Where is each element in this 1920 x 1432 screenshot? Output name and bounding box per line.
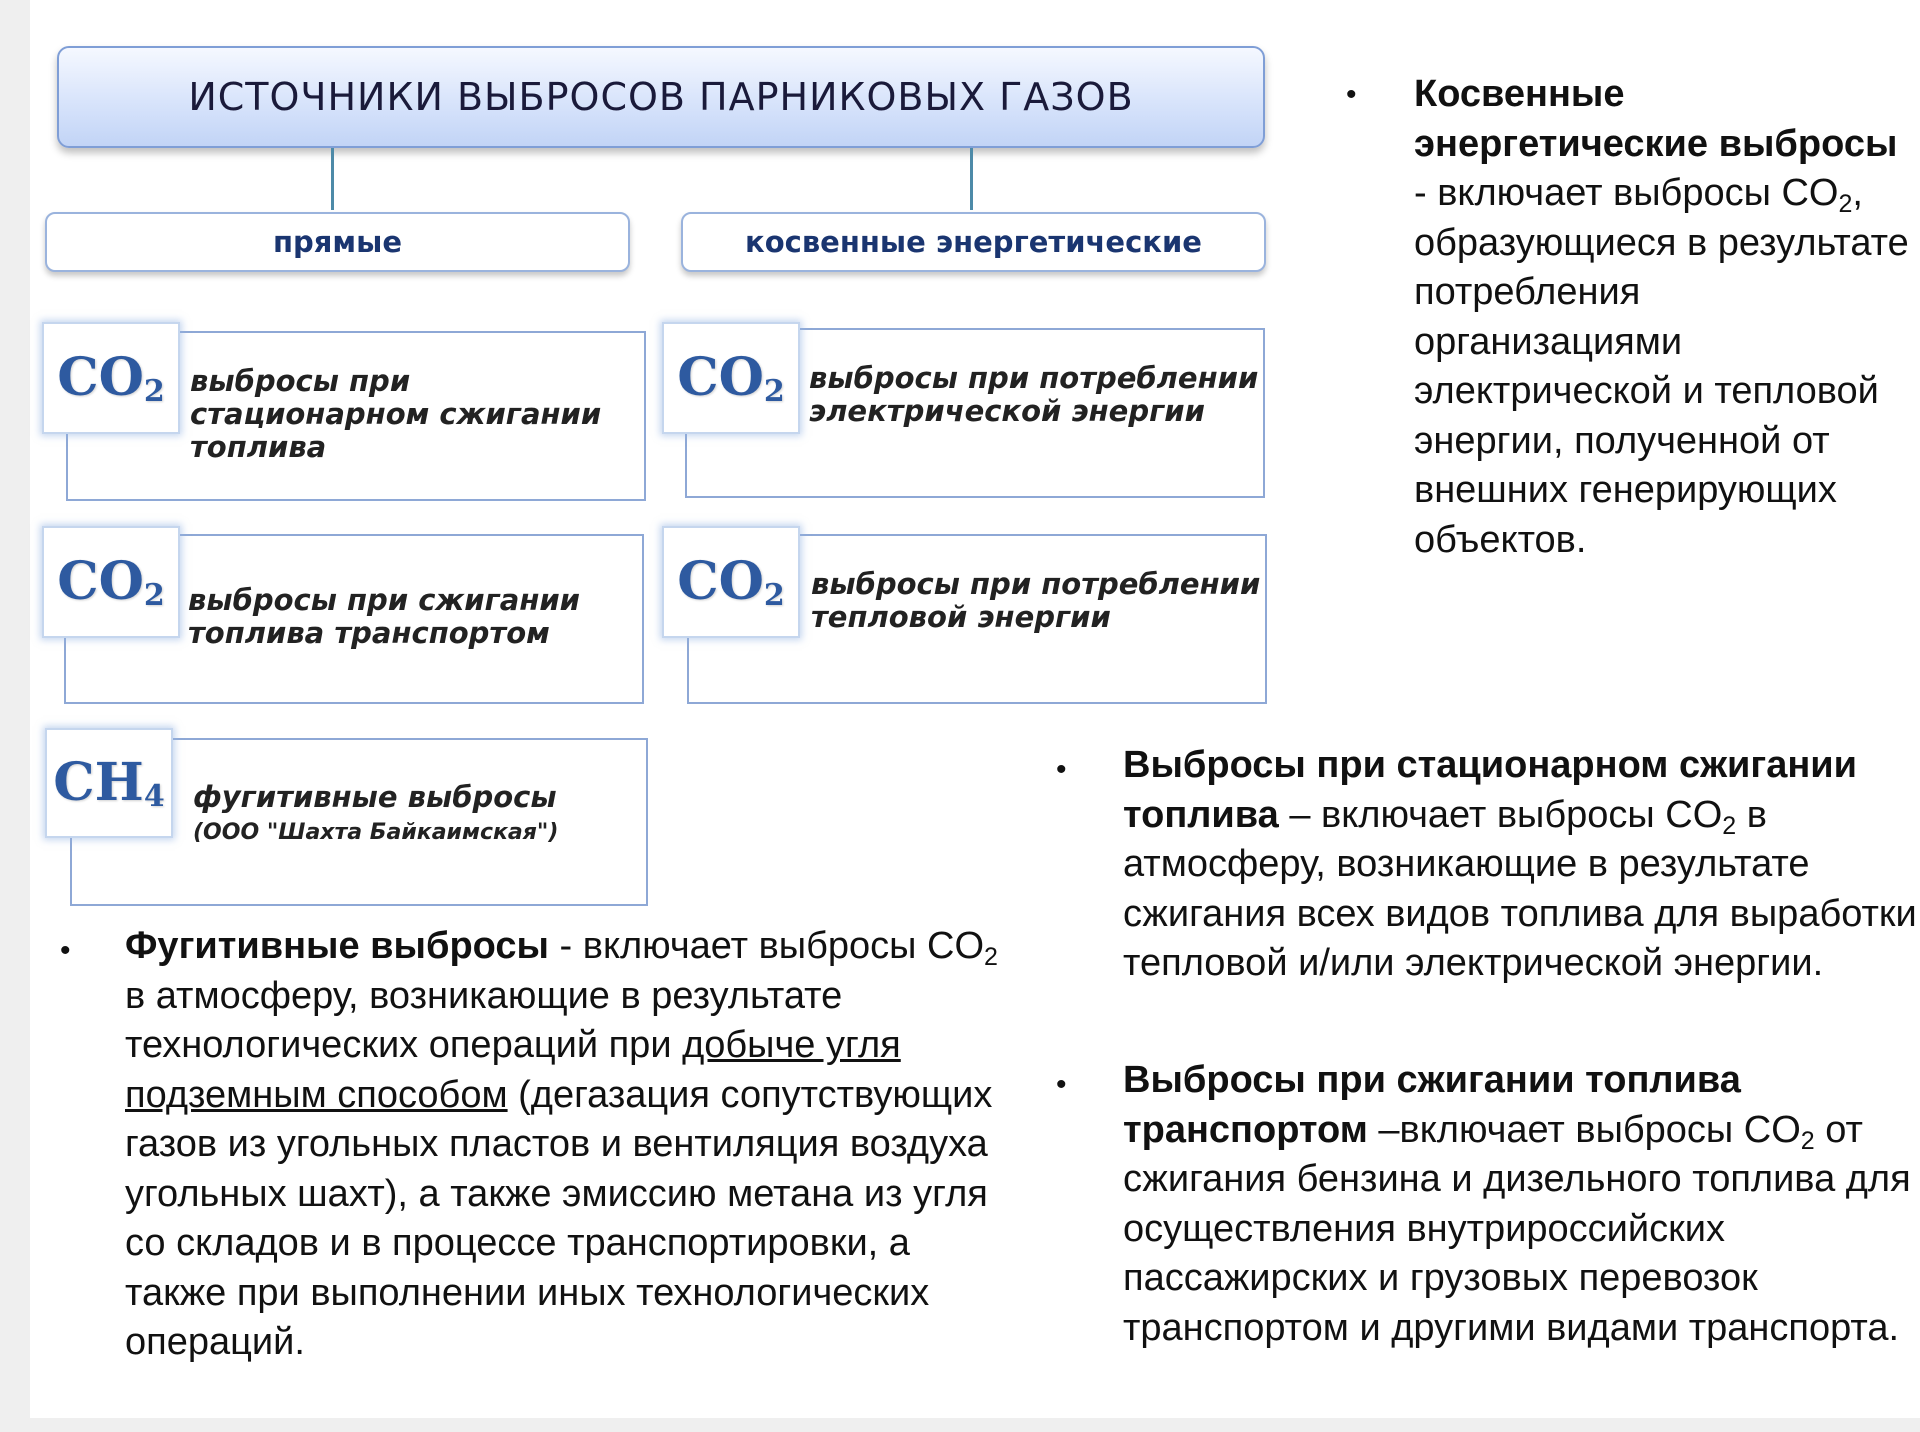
formula-co2: $CO_2$ xyxy=(677,347,785,409)
card-fugitive-company: (ООО "Шахта Байкаимская") xyxy=(193,820,559,845)
ch4-badge xyxy=(45,728,173,838)
slide-edge-left xyxy=(0,0,30,1432)
slide-edge-bottom xyxy=(0,1418,1920,1432)
note-stationary: Выбросы при стационарном сжигании топлива – включает выбросы $CO_2$ в атмосферу, возникающие в результате сжигания всех видов топлива для выработки тепловой и/или электрической энергии. xyxy=(1123,744,1917,984)
connector-indirect xyxy=(970,148,973,210)
bullet-transport: • xyxy=(1056,1068,1067,1101)
note-fugitive: Фугитивные выбросы - включает выбросы $CO_2$ в атмосферу, возникающие в результате технологических операций при добыче угля подземным способом (дегазация сопутствующих газов из угольных пластов и вентиляция воздуха угольных шахт), а также эмиссию метана из угля со складов и в процессе транспортировки, а также при выполнении иных технологических операций. xyxy=(125,925,998,1363)
category-indirect xyxy=(681,212,1266,272)
card-fugitive-label xyxy=(193,781,643,848)
card-stationary-label: выбросы при стационарном сжигании топлива xyxy=(190,364,602,464)
co2-badge xyxy=(662,526,800,638)
note-transport: Выбросы при сжигании топлива транспортом –включает выбросы $CO_2$ от сжигания бензина и дизельного топлива для осуществления внутрироссийских пассажирских и грузовых перевозок транспортом и другими видами транспорта. xyxy=(1123,1059,1911,1349)
formula-co2: $CO_2$ xyxy=(677,551,785,613)
card-thermal-label: выбросы при потреблении тепловой энергии xyxy=(811,567,1261,634)
co2-badge xyxy=(42,322,180,434)
note-fugitive-underlined: добыче угля подземным способом xyxy=(125,1024,901,1116)
note-fugitive-term: Фугитивные выбросы xyxy=(125,925,549,967)
note-indirect: Косвенные энергетические выбросы - включает выбросы $CO_2$, образующиеся в результате потребления организациями электрической и тепловой энергии, полученной от внешних генерирующих объектов. xyxy=(1414,73,1909,561)
bullet-fugitive: • xyxy=(60,934,71,967)
bullet-indirect: • xyxy=(1346,78,1357,111)
bullet-stationary: • xyxy=(1056,753,1067,786)
category-direct-label: прямые xyxy=(272,225,402,259)
diagram-title: ИСТОЧНИКИ ВЫБРОСОВ ПАРНИКОВЫХ ГАЗОВ xyxy=(188,75,1134,119)
category-direct xyxy=(45,212,630,272)
note-transport-term: Выбросы при сжигании топлива транспортом xyxy=(1123,1059,1741,1151)
formula-ch4: $CH_4$ xyxy=(53,752,165,814)
card-transport-label: выбросы при сжигании топлива транспортом xyxy=(188,583,580,650)
diagram-title-box xyxy=(57,46,1265,148)
formula-co2: $CO_2$ xyxy=(57,347,165,409)
formula-co2: $CO_2$ xyxy=(57,551,165,613)
connector-direct xyxy=(331,148,334,210)
co2-badge xyxy=(662,322,800,434)
note-indirect-term: Косвенные энергетические выбросы xyxy=(1414,73,1898,165)
card-electric-label: выбросы при потреблении электрической энергии xyxy=(809,361,1259,428)
note-stationary-term: Выбросы при стационарном сжигании топлива xyxy=(1123,744,1858,836)
category-indirect-label: косвенные энергетические xyxy=(745,225,1202,259)
co2-badge xyxy=(42,526,180,638)
card-fugitive-title: фугитивные выбросы xyxy=(193,780,557,814)
